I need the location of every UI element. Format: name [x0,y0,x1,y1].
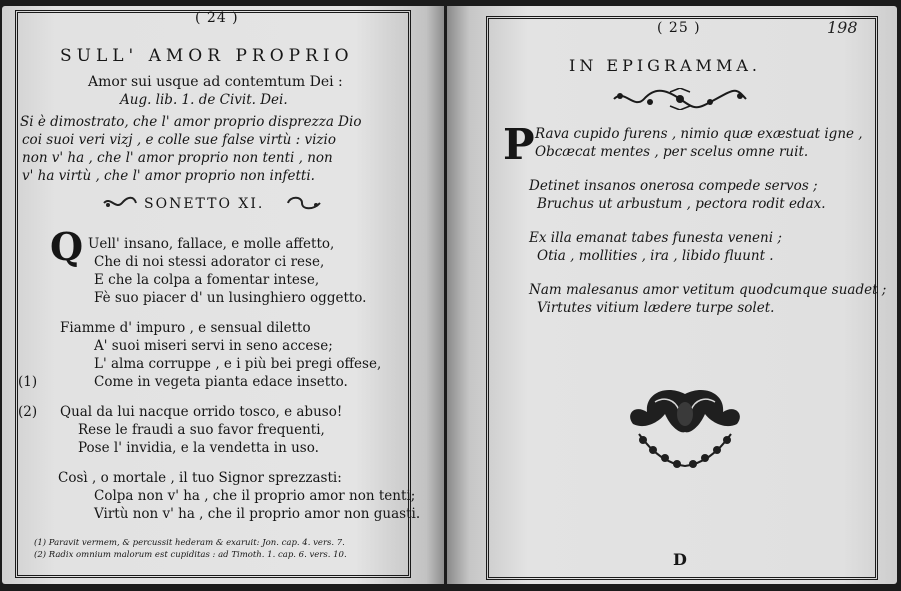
footnote: (2) Radix omnium malorum est cupiditas : ad Timoth. 1. cap. 6. vers. 10. [34,550,347,560]
sonnet-line: A' suoi miseri servi in seno accese; [94,338,333,354]
sonnet-line: Qual da lui nacque orrido tosco, e abuso! [60,404,343,420]
right-page-number: ( 25 ) [657,20,701,36]
footnote: (1) Paravit vermem, & percussit hederam & exaruit: Jon. cap. 4. vers. 7. [34,538,345,548]
sonnet-line: Così , o mortale , il tuo Signor sprezzasti: [58,470,342,486]
sonnet-line: E che la colpa a fomentar intese, [94,272,320,288]
left-page [2,6,444,584]
sonnet-line: Virtù non v' ha , che il proprio amor non guasti. [94,506,421,522]
epigram-line: Ex illa emanat tabes funesta veneni ; [529,230,782,246]
right-page-title: IN EPIGRAMMA. [569,56,761,75]
epigram-line: Detinet insanos onerosa compede servos ; [529,178,818,194]
flourish-left-icon [102,196,138,214]
intro-line: Si è dimostrato, che l' amor proprio disprezza Dio [20,114,362,130]
sonnet-line: Fiamme d' impuro , e sensual diletto [60,320,311,336]
left-page-number: ( 24 ) [195,10,239,26]
handwritten-page-number: 198 [827,18,858,37]
sonnet-line: Pose l' invidia, e la vendetta in uso. [78,440,319,456]
epigram-line: Virtutes vitium lædere turpe solet. [537,300,775,316]
floral-vignette-icon [625,384,745,478]
footnote-marker-2: (2) [18,404,38,420]
ornament-band-icon [610,88,750,114]
sonnet-heading: SONETTO XI. [144,196,265,212]
sonnet-line: Fè suo piacer d' un lusinghiero oggetto. [94,290,367,306]
sonnet-line: L' alma corruppe , e i più bei pregi offese, [94,356,382,372]
sonnet-line: Che di noi stessi adorator ci rese, [94,254,325,270]
epigraph-line: Amor sui usque ad contemtum Dei : [88,74,343,90]
drop-cap-q: Q [50,224,84,269]
epigram-line: Bruchus ut arbustum , pectora rodit edax. [537,196,826,212]
epigram-line: Otia , mollities , ira , libido fluunt . [537,248,774,264]
drop-cap-p: P [503,120,535,169]
left-page-title: SULL' AMOR PROPRIO [60,46,354,66]
epigraph-source: Aug. lib. 1. de Civit. Dei. [120,92,288,108]
footnote-marker-1: (1) [18,374,38,390]
intro-line: coi suoi veri vizj , e colle sue false virtù : vizio [22,132,336,148]
epigram-line: Nam malesanus amor vetitum quodcumque suadet ; [529,282,887,298]
sonnet-line: Colpa non v' ha , che il proprio amor non tenti; [94,488,416,504]
flourish-right-icon [286,196,322,214]
sonnet-line: Come in vegeta pianta edace insetto. [94,374,348,390]
epigram-line: Rava cupido furens , nimio quæ exæstuat igne , [535,126,863,142]
sonnet-line: Uell' insano, fallace, e molle affetto, [88,236,335,252]
epigram-line: Obcæcat mentes , per scelus omne ruit. [535,144,809,160]
sonnet-line: Rese le fraudi a suo favor frequenti, [78,422,325,438]
right-page [447,6,897,584]
signature-mark: D [673,550,687,569]
intro-line: non v' ha , che l' amor proprio non tenti , non [22,150,333,166]
intro-line: v' ha virtù , che l' amor proprio non infetti. [22,168,315,184]
